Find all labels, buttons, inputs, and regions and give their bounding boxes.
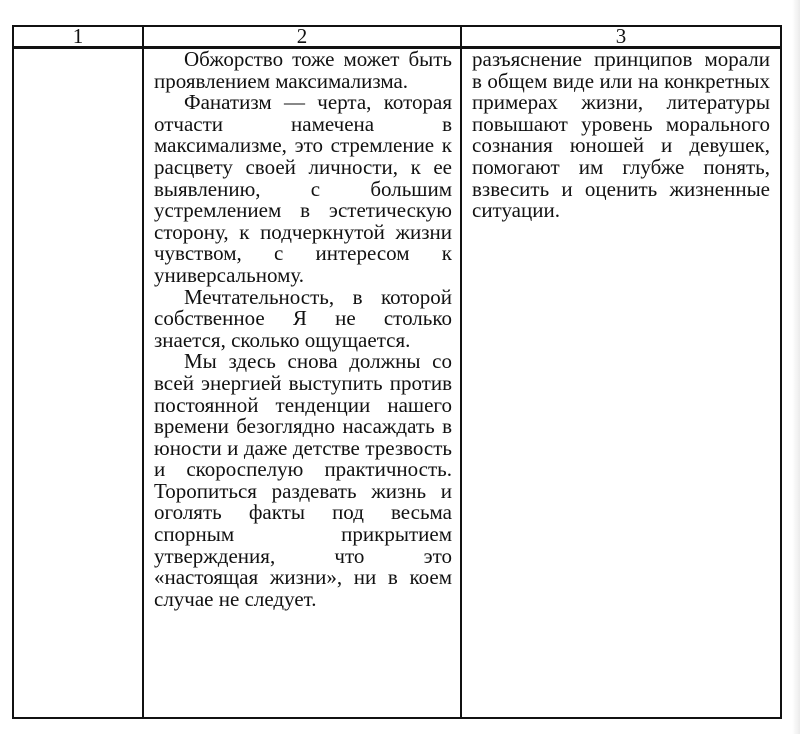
column-header-2: 2	[143, 26, 461, 48]
column-1-cell	[13, 48, 143, 719]
three-column-table	[12, 25, 782, 719]
column-header-3: 3	[461, 26, 781, 48]
header-row	[13, 26, 781, 48]
column-header-1: 1	[13, 26, 143, 48]
paragraph-gluttony: Обжорство тоже может быть проявлением максимализма.	[154, 47, 452, 93]
paragraph-moral-explanation: разъяснение принципов морали в общем виде или на конкретных примерах жизни, литературы повышают уровень морального сознания юношей и девушек, помогают им глубже понять, взвесить и оценить жизненные ситуации.	[472, 47, 770, 223]
paragraph-daydreaming: Мечтательность, в которой собственное Я не столько знается, сколько ощущается.	[154, 284, 452, 352]
column-2-cell	[143, 48, 461, 719]
column-3-cell	[461, 48, 781, 719]
paragraph-sobriety: Мы здесь снова должны со всей энергией выступить против постоянной тенденции нашего времени безоглядно насаждать в юности и даже детстве трезвость и скороспелую практичность. Торопиться раздевать жизнь и оголять факты под весьма спорным прикрытием утверждения, что это «настоящая жизни», ни в коем случае не следует.	[154, 349, 452, 611]
column-2-text	[144, 49, 460, 610]
paragraph-fanaticism: Фанатизм — черта, которая отчасти намечена в максимализме, это стремление к расцвету своей личности, к ее выявлению, с большим устремлением в эстетическую сторону, к подчеркнутой жизни чувством, с интересом к универсальному.	[154, 90, 452, 287]
scan-edge-shadow	[792, 0, 800, 734]
column-3-text	[462, 49, 780, 222]
body-row	[13, 48, 781, 719]
